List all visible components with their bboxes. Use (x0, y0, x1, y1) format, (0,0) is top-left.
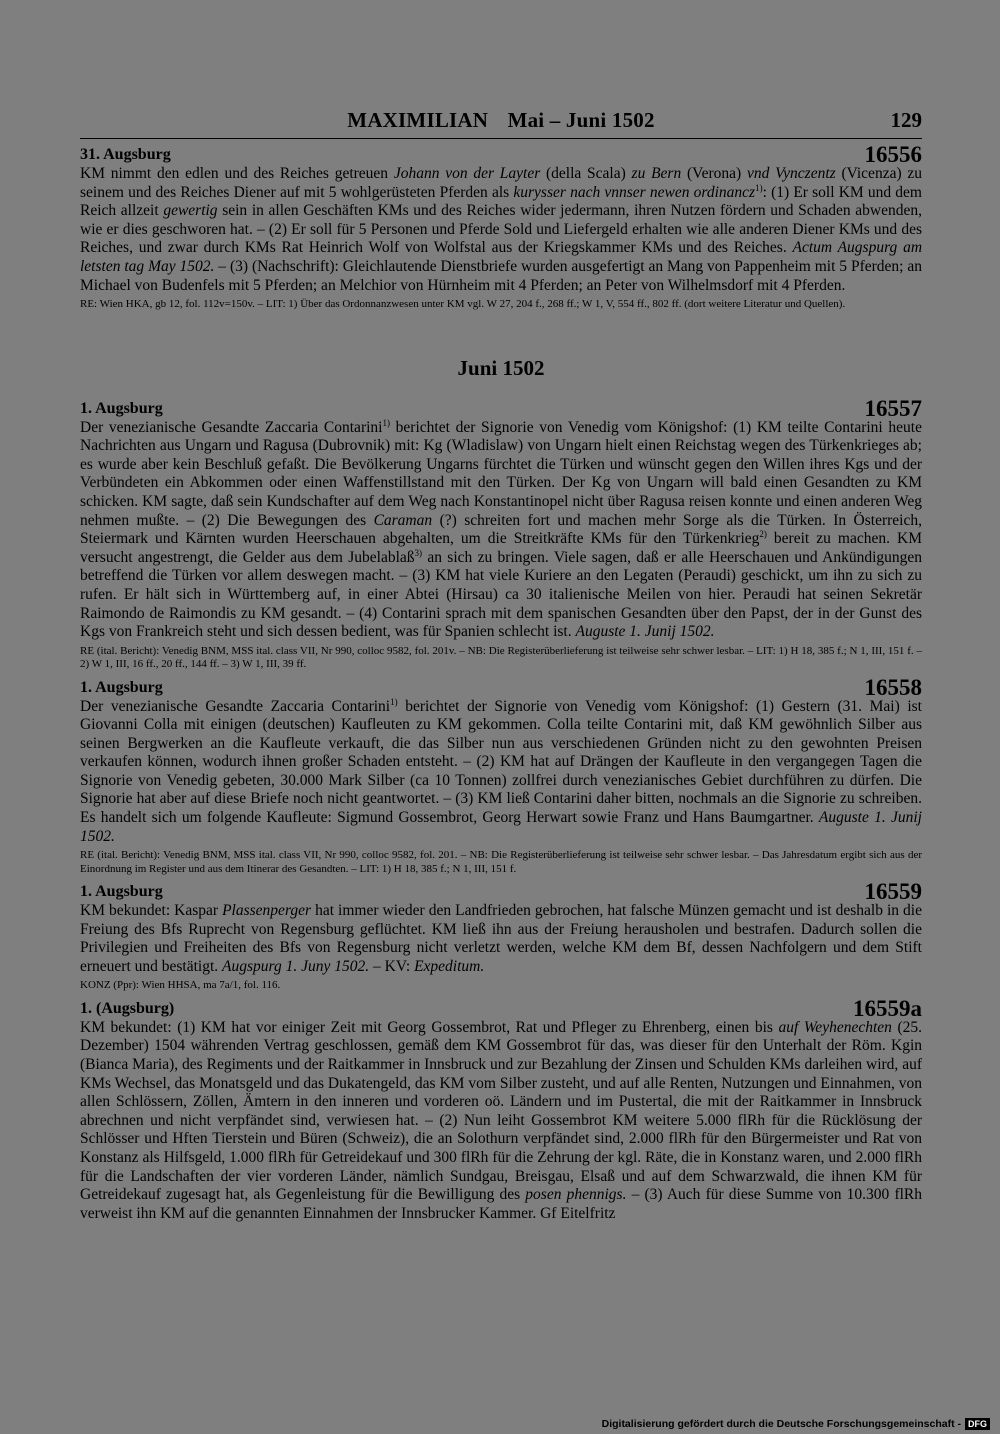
entry-source-reference: RE (ital. Bericht): Venedig BNM, MSS ital. class VII, Nr 990, colloc 9582, fol. 201. – NB: Die Registerüberlieferung ist teilweise sehr schwer lesbar. – Das Jahresdatum ergibt sich aus der Einordnung im Register und aus dem Itinerar des Gesandten. – LIT: 1) H 18, 385 f.; N 1, III, 151 f. (80, 849, 922, 875)
entry-date-place: 1. Augsburg (80, 399, 163, 417)
regest-entry (80, 395, 923, 672)
entry-text: KM bekundet: (1) KM hat vor einiger Zeit mit Georg Gossembrot, Rat und Pfleger zu Ehrenberg, einen bis auf Weyhenechten (25. Dezember) 1504 währenden Vertrag geschlossen, gemäß dem KM Gossembrot für das, was dieser für den Unterhalt der Röm. Kgin (Bianca Maria), des Regiments und der Raitkammer in Innsbruck und zur Bezahlung der Zinsen und Schulden KMs darleihen wird, auf KMs Wechsel, das Monatsgeld und das Dukatengeld, das KM vom Silber zusteht, und auf alle Renten, Nutzungen und Einnahmen, von allen Schlössern, Zöllen, Ämtern in den inneren und vorderen oö. Ländern und im Pustertal, die mit der Raitkammer in Innsbruck abrechnen und nicht verpfändet sind, verwiesen hat. – (2) Nun leiht Gossembrot KM weitere 5.000 flRh für die Rücklösung der Schlösser und Hften Tierstein und Büren (Schweiz), die an Solothurn verpfändet sind, 2.000 flRh für den Bürgermeister und Rat von Konstanz als Hilfsgeld, 1.000 flRh für Getreidekauf und 300 flRh für die Zehrung der kgl. Räte, die in Konstanz waren, und 2.000 flRh für die Landschaften der vier vorderen Länder, nämlich Sundgau, Breisgau, Elsaß und auf dem Schwarzwald, die ihnen KM für Getreidekauf zugesagt hat, als Gegenleistung für die Bewilligung des posen phennigs. – (3) Auch für diese Summe von 10.300 flRh verweist ihn KM auf die genannten Einnahmen der Innsbrucker Kammer. Gf Eitelfritz (80, 1018, 922, 1222)
month-heading: Juni 1502 (457, 355, 545, 380)
entry-date-place: 31. Augsburg (80, 146, 171, 163)
entries-after (80, 395, 923, 1224)
entry-text: Der venezianische Gesandte Zaccaria Contarini$^{1)}$ berichtet der Signorie von Venedig vom Königshof: (1) Gestern (31. Mai) ist Giovanni Colla mit einigen (deutschen) Kaufleuten zu KM gekommen. Colla teilte Contarini mit, daß KM gewöhnlich Silber aus seinen Bergwerken an die Kaufleute verkauft, die das Silber nun aus verschiedenen Gründen nicht zu den gewohnten Preisen verkaufen können, wodurch ihnen großer Schaden entsteht. – (2) KM hat auf Drängen der Kaufleute in den vergangegen Tagen die Signorie von Venedig gebeten, 30.000 Mark Silber (ca 10 Tonnen) zollfrei durch venezianisches Gebiet durchführen zu dürfen. Die Signorie hat aber auf diese Briefe noch nicht geantwortet. – (3) KM ließ Contarini daher bitten, nochmals an die Signorie zu schreiben. Es handelt sich um folgende Kaufleute: Sigmund Gossembrot, Georg Herwart sowie Franz und Hans Baumgartner. Auguste 1. Junij 1502. (80, 696, 922, 845)
entry-number: 16559a (853, 995, 922, 1021)
entries-before (80, 142, 923, 312)
title-right: Mai – Juni 1502 (507, 108, 655, 132)
regest-entry (80, 142, 923, 312)
entry-text: Der venezianische Gesandte Zaccaria Contarini$^{1)}$ berichtet der Signorie von Venedig vom Königshof: (1) KM teilte Contarini heute Nachrichten aus Ungarn und Ragusa (Dubrovnik) mit: Kg (Wladislaw) von Ungarn hielt einen Reichstag wegen des Türkenkrieges ab; es wurde aber kein Beschluß gefaßt. Die Bevölkerung Ungarns fürchtet die Türken und wünscht gegen den Willen ihres Kgs und der Verbündeten ein Abkommen oder einen Waffenstillstand mit den Türken. Der Kg von Ungarn will bald einen Gesandten zu KM schicken. KM sagte, daß sein Kundschafter auf dem Weg nach Konstantinopel nicht über Ragusa reisen konnte und einen anderen Weg nehmen mußte. – (2) Die Bewegungen des Caraman (?) schreiten fort und machen mehr Sorge als die Türken. In Österreich, Steiermark und Kärnten wurden Heerschauen abgehalten, um die Streitkräfte KMs für den Türkenkrieg$^{2)}$ bereit zu machen. KM versucht angestrengt, die Gelder aus dem Jubelablaß$^{3)}$ an sich zu bringen. Viele sagen, daß er alle Heerschauen und Ankündigungen betreffend die Türken vor allem deswegen macht. – (3) KM hat viele Kuriere an den Legaten (Peraudi) geschickt, um ihn zu sich zu rufen. Er hält sich in Württemberg auf, in einer Abtei (Hirsau) ca 30 italienische Meilen von hier. Peraudi hat seinen Sekretär Raimondo de Raimondis zu KM gesandt. – (4) Contarini sprach mit dem spanischen Gesandten über den Papst, der in der Gunst des Kgs von Frankreich steht und sich dessen bedient, was für Spanien schlecht ist. Auguste 1. Junij 1502. (80, 417, 923, 641)
entry-head (80, 995, 922, 1021)
entry-source-reference: RE (ital. Bericht): Venedig BNM, MSS ital. class VII, Nr 990, colloc 9582, fol. 201v. – NB: Die Registerüberlieferung ist teilweise sehr schwer lesbar. – LIT: 1) H 18, 385 f.; N 1, III, 151 f. – 2) W 1, III, 16 ff., 20 ff., 144 ff. – 3) W 1, III, 39 ff. (80, 644, 922, 671)
entry-source-reference: KONZ (Ppr): Wien HHSA, ma 7a/1, fol. 116. (80, 979, 281, 992)
entry-head (80, 395, 922, 421)
regest-entry (80, 674, 922, 877)
entry-head (80, 142, 922, 167)
regest-entry (80, 879, 922, 993)
regest-entry (80, 995, 922, 1224)
entry-head (80, 674, 922, 700)
entry-text: KM bekundet: Kaspar Plassenperger hat immer wieder den Landfrieden gebrochen, hat falsche Münzen gemacht und ist deshalb in die Freiung des Bfs Ruprecht von Regensburg geflüchtet. KM ließ ihn aus der Freiung herausholen und bestrafen. Dadurch sollen die Privilegien und Freiheiten des Bfs von Regensburg nicht verletzt werden, welche KM dem Bf, dessen Nachfolgern und dem Stift erneuert und bestätigt. Augspurg 1. Juny 1502. – KV: Expeditum. (80, 902, 922, 975)
entry-text: KM nimmt den edlen und des Reiches getreuen Johann von der Layter (della Scala) zu Bern (Verona) vnd Vynczentz (Vicenza) zu seinem und des Reiches Diener auf mit 5 wohlgerüsteten Pferden als kurysser nach vnnser newen ordinancz$^{1)}$: (1) Er soll KM und dem Reich allzeit gewertig sein in allen Geschäften KMs und des Reiches wider jedermann, ihren Nutzen fördern und Schaden abwenden, wie er dies geschworen hat. – (2) Er soll für 5 Personen und Pferde Sold und Liefergeld erhalten wie alle anderen Diener KMs und des Reiches, und zwar durch KMs Rat Heinrich Wolf von Wolfstal aus der Kriegskammer KMs und des Reiches. Actum Augspurg am letsten tag May 1502. – (3) (Nachschrift): Gleichlautende Dienstbriefe wurden ausgefertigt an Mang von Pappenheim mit 5 Pferden; an Michael von Budenfels mit 5 Pferden; an Melchior von Hürnheim mit 4 Pferden; an Peter von Wilhelmsdorf mit 4 Pferden. (80, 165, 923, 294)
page (80, 108, 922, 1223)
title-left: MAXIMILIAN (347, 108, 489, 132)
entry-number: 16556 (864, 142, 922, 167)
dfg-logo: DFG (965, 1418, 990, 1430)
entry-date-place: 1. Augsburg (80, 678, 163, 696)
entry-head (80, 879, 922, 905)
entry-date-place: 1. (Augsburg) (80, 999, 175, 1017)
running-title (80, 108, 922, 133)
page-number: 129 (890, 108, 922, 132)
entry-number: 16558 (864, 674, 922, 700)
entry-number: 16559 (864, 879, 922, 905)
entry-source-reference: RE: Wien HKA, gb 12, fol. 112v=150v. – LIT: 1) Über das Ordonnanzwesen unter KM vgl. W 27, 204 f., 268 ff.; W 1, V, 554 ff., 802 ff. (dort weitere Literatur und Quellen). (80, 298, 846, 311)
footer (602, 1418, 990, 1430)
entry-date-place: 1. Augsburg (80, 883, 163, 901)
footer-text: Digitalisierung gefördert durch die Deutsche Forschungsgemeinschaft - (601, 1418, 961, 1430)
running-header (80, 108, 922, 139)
entry-number: 16557 (864, 395, 922, 421)
